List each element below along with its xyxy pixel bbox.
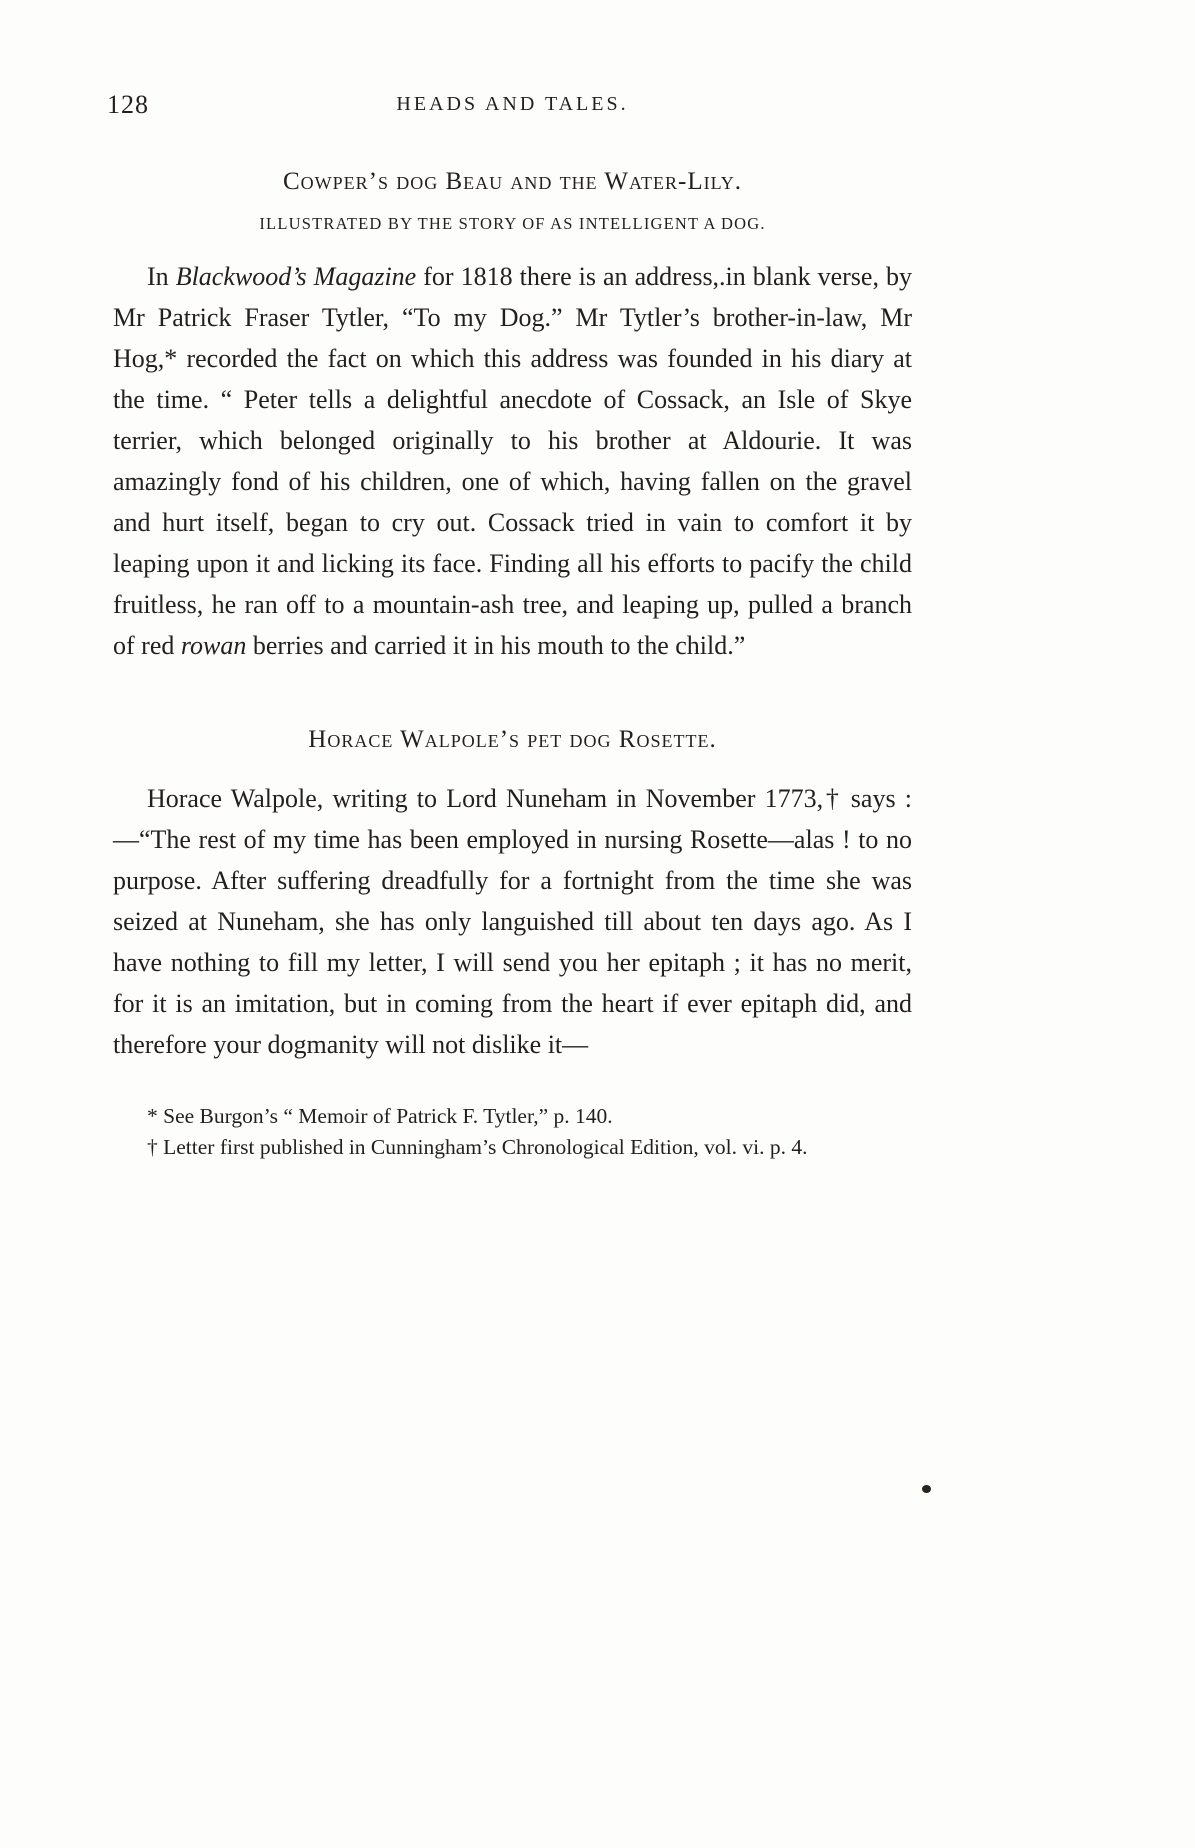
footnote-burgon-memoir: * See Burgon’s “ Memoir of Patrick F. Tytler,” p. 140. [147,1104,613,1128]
paragraph-blackwoods-anecdote: In Blackwood’s Magazine for 1818 there is an address,.in blank verse, by Mr Patrick Fraser Tytler, “To my Dog.” Mr Tytler’s brother-in-law, Mr Hog,* recorded the fact on which this address was founded in his diary at the time. “ Peter tells a delightful anecdote of Cossack, an Isle of Skye terrier, which belonged originally to his brother at Aldourie. It was amazingly fond of his children, one of which, having fallen on the gravel and hurt itself, began to cry out. Cossack tried in vain to comfort it by leaping upon it and licking its face. Finding all his efforts to pacify the child fruitless, he ran off to a mountain-ash tree, and leaping up, pulled a branch of red rowan berries and carried it in his mouth to the child.” [113,262,912,660]
ink-dot [922,1485,931,1493]
section-horace-walpole-rosette [113,726,912,1065]
section-cowpers-dog-beau [113,168,912,666]
footnote-cunningham-edition: † Letter first published in Cunningham’s Chronological Edition, vol. vi. p. 4. [147,1135,808,1159]
section-subheading: ILLUSTRATED BY THE STORY OF AS INTELLIGENT A DOG. [259,214,766,233]
page-number: 128 [107,90,149,119]
footnotes [113,1101,912,1163]
running-head [107,90,912,122]
section-heading: Horace Walpole’s pet dog Rosette. [308,726,717,753]
paragraph-walpole-letter: Horace Walpole, writing to Lord Nuneham in November 1773,† says :—“The rest of my time has been employed in nursing Rosette—alas ! to no purpose. After suffering dreadfully for a fortnight from the time she was seized at Nuneham, she has only languished till about ten days ago. As I have nothing to fill my letter, I will send you her epitaph ; it has no merit, for it is an imitation, but in coming from the heart if ever epitaph did, and therefore your dogmanity will not dislike it— [113,784,912,1059]
running-header: HEADS AND TALES. [396,93,629,115]
section-heading: Cowper’s dog Beau and the Water-Lily. [282,168,743,195]
text-block [113,168,912,1163]
